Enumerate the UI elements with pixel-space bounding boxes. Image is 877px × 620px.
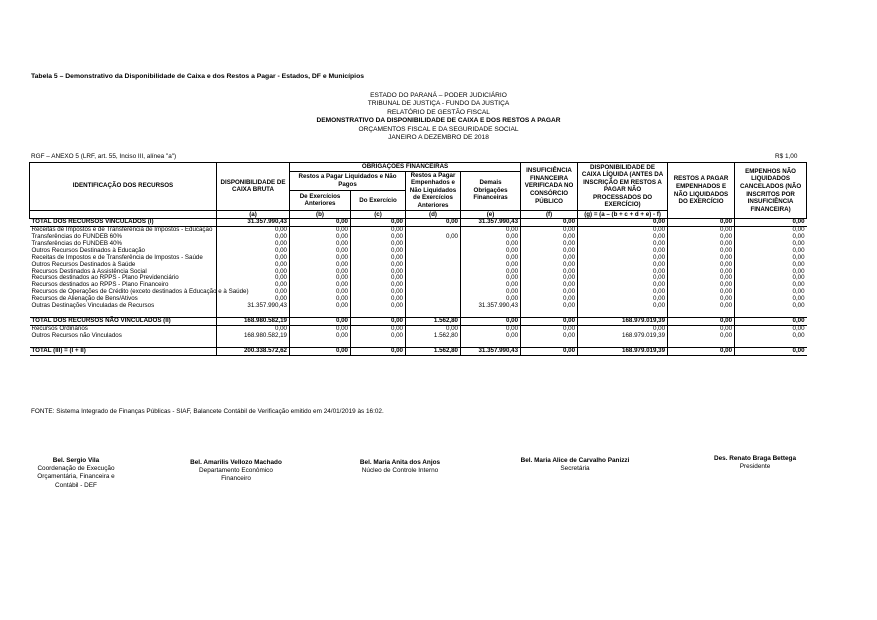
- cell-value: 168.979.019,39: [578, 317, 668, 325]
- row-label: Outras Destinações Vinculadas de Recursos: [31, 302, 155, 310]
- cell-value: 0,00: [668, 269, 735, 276]
- signature-block: [340, 459, 460, 475]
- cell-value: 0,00: [668, 234, 735, 241]
- cell-value: 0,00: [735, 234, 807, 241]
- cell-value: 0,00: [351, 234, 406, 241]
- cell-value: 0,00: [521, 262, 578, 269]
- cell-value: 0,00: [521, 219, 578, 227]
- cell-value: 0,00: [217, 269, 290, 276]
- cell-value: 0,00: [735, 317, 807, 325]
- cell-value: 0,00: [290, 255, 351, 262]
- cell-value: 0,00: [461, 234, 521, 241]
- signature-role: Financeiro: [221, 475, 251, 483]
- row-label: TOTAL (III) = (I + II): [30, 347, 217, 355]
- cell-value: 0,00: [290, 241, 351, 248]
- row-label: Recursos de Operações de Crédito (exceto destinados à Educação e à Saúde): [31, 288, 249, 296]
- signature-role: Orçamentária, Financeira e: [37, 473, 115, 481]
- cell-value: 0,00: [521, 333, 578, 340]
- cell-value: [406, 241, 461, 248]
- cell-value: 0,00: [578, 296, 668, 303]
- cell-value: 0,00: [668, 282, 735, 289]
- cell-value: 0,00: [735, 248, 807, 255]
- header-line: ORÇAMENTOS FISCAL E DA SEGURIDADE SOCIAL: [358, 125, 519, 133]
- cell-value: [406, 289, 461, 296]
- signature-name: Des. Renato Braga Bettega: [713, 455, 797, 462]
- cell-value: 0,00: [290, 282, 351, 289]
- cell-value: 0,00: [578, 303, 668, 310]
- col-disponibilidade-liquida: DISPONIBILIDADE DE CAIXA LÍQUIDA (ANTES DA INSCRIÇÃO EM RESTOS A PAGAR NÃO PROCESSADOS DO EXERCÍCIO): [578, 163, 668, 211]
- cell-value: 0,00: [461, 241, 521, 248]
- col-letter: (d): [406, 210, 461, 219]
- cell-value: 0,00: [217, 296, 290, 303]
- cell-value: 0,00: [578, 275, 668, 282]
- signature-name: Bel. Amarilis Vellozo Machado: [190, 459, 282, 466]
- cell-value: 0,00: [668, 325, 735, 332]
- source-note: FONTE: Sistema Integrado de Finanças Públicas - SIAF, Balancete Contábil de Verificação emitido em 24/01/2019 às 16:02.: [31, 408, 384, 415]
- cell-value: 0,00: [406, 234, 461, 241]
- cell-value: 0,00: [521, 317, 578, 325]
- report-header: [0, 92, 877, 142]
- col-letter: (g) = (a – (b + c + d + e) - f): [578, 210, 668, 219]
- cell-value: 0,00: [735, 289, 807, 296]
- cell-value: [406, 296, 461, 303]
- cell-value: 0,00: [521, 282, 578, 289]
- cell-value: 1.562,80: [406, 347, 461, 355]
- cell-value: 0,00: [217, 241, 290, 248]
- cell-value: 0,00: [735, 255, 807, 262]
- cell-value: 0,00: [351, 317, 406, 325]
- cell-value: 0,00: [521, 303, 578, 310]
- signature-role: Contábil - DEF: [55, 481, 97, 489]
- cell-value: 0,00: [735, 275, 807, 282]
- table-title: Tabela 5 – Demonstrativo da Disponibilidade de Caixa e dos Restos a Pagar - Estados, DF e Municípios: [31, 73, 365, 80]
- cell-value: [406, 269, 461, 276]
- cell-value: 0,00: [668, 241, 735, 248]
- cell-value: 0,00: [290, 333, 351, 340]
- row-label: Outros Recursos Destinados à Educação: [31, 246, 145, 254]
- cell-value: 0,00: [461, 275, 521, 282]
- cell-value: 0,00: [290, 289, 351, 296]
- cell-value: 0,00: [351, 347, 406, 355]
- signature-block: [695, 455, 815, 471]
- cell-value: 0,00: [217, 282, 290, 289]
- cell-value: 0,00: [735, 347, 807, 355]
- cell-value: 0,00: [290, 262, 351, 269]
- cell-value: 0,00: [351, 333, 406, 340]
- cell-value: 0,00: [668, 289, 735, 296]
- signature-block: [176, 459, 296, 484]
- cell-value: 0,00: [290, 317, 351, 325]
- cell-value: 0,00: [578, 325, 668, 332]
- table-row: [30, 255, 807, 262]
- signature-name: Bel. Sergio Vila: [52, 457, 100, 464]
- cell-value: 0,00: [461, 262, 521, 269]
- cell-value: 168.980.582,19: [217, 317, 290, 325]
- col-exercicios-anteriores: De Exercícios Anteriores: [290, 191, 351, 210]
- cell-value: [406, 262, 461, 269]
- col-disponibilidade: DISPONIBILIDADE DE CAIXA BRUTA: [217, 163, 290, 211]
- cell-value: 0,00: [578, 234, 668, 241]
- col-letter: (a): [217, 210, 290, 219]
- row-label: Recursos Ordinários: [31, 324, 88, 332]
- cell-value: 0,00: [351, 296, 406, 303]
- cell-value: 0,00: [461, 317, 521, 325]
- row-label: Receitas de Impostos e de Transferência de Impostos - Saúde: [31, 253, 203, 261]
- cell-value: 0,00: [735, 282, 807, 289]
- cell-value: 1.562,80: [406, 317, 461, 325]
- cell-value: 0,00: [578, 269, 668, 276]
- row-label: TOTAL DOS RECURSOS VINCULADOS (I): [30, 219, 217, 227]
- cash-availability-table: [29, 162, 807, 356]
- cell-value: 0,00: [521, 289, 578, 296]
- cell-value: 0,00: [351, 325, 406, 332]
- cell-value: 0,00: [521, 234, 578, 241]
- signature-role: Coordenação de Execução: [37, 465, 115, 473]
- cell-value: 0,00: [668, 303, 735, 310]
- cell-value: 0,00: [578, 262, 668, 269]
- signature-name: Bel. Maria Alice de Carvalho Panizzi: [520, 457, 630, 464]
- table-row: [30, 234, 807, 241]
- cell-value: 0,00: [290, 219, 351, 227]
- header-line: TRIBUNAL DE JUSTIÇA - FUNDO DA JUSTIÇA: [367, 100, 510, 108]
- cell-value: 0,00: [578, 227, 668, 234]
- cell-value: 0,00: [461, 248, 521, 255]
- cell-value: 0,00: [578, 255, 668, 262]
- cell-value: 0,00: [521, 296, 578, 303]
- cell-value: 0,00: [461, 227, 521, 234]
- cell-value: 0,00: [351, 303, 406, 310]
- cell-value: 0,00: [735, 303, 807, 310]
- cell-value: 0,00: [735, 269, 807, 276]
- cell-value: 0,00: [461, 282, 521, 289]
- signature-role: Presidente: [739, 463, 771, 471]
- cell-value: 0,00: [217, 275, 290, 282]
- cell-value: 0,00: [351, 282, 406, 289]
- cell-value: 0,00: [351, 275, 406, 282]
- cell-value: 0,00: [578, 248, 668, 255]
- cell-value: 0,00: [461, 325, 521, 332]
- cell-value: 0,00: [578, 241, 668, 248]
- cell-value: 0,00: [351, 227, 406, 234]
- cell-value: 0,00: [290, 325, 351, 332]
- cell-value: 0,00: [521, 227, 578, 234]
- cell-value: 0,00: [351, 241, 406, 248]
- cell-value: 0,00: [521, 255, 578, 262]
- cell-value: 0,00: [668, 333, 735, 340]
- spacer-row: [30, 340, 807, 348]
- header-line: RELATÓRIO DE GESTÃO FISCAL: [387, 108, 490, 116]
- row-label: TOTAL DOS RECURSOS NÃO VINCULADOS (II): [30, 317, 217, 325]
- cell-value: 0,00: [217, 234, 290, 241]
- cell-value: 0,00: [290, 347, 351, 355]
- cell-value: 0,00: [217, 289, 290, 296]
- col-restos-empenhados: Restos a Pagar Empenhados e Não Liquidados de Exercícios Anteriores: [406, 171, 461, 210]
- col-letter: (c): [351, 210, 406, 219]
- row-label: Recursos de Alienação de Bens/Ativos: [31, 295, 138, 303]
- cell-value: 0,00: [290, 248, 351, 255]
- cell-value: 0,00: [290, 303, 351, 310]
- col-insuficiencia: INSUFICIÊNCIA FINANCEIRA VERIFICADA NO CONSÓRCIO PÚBLICO: [521, 163, 578, 211]
- cell-value: 0,00: [521, 347, 578, 355]
- cell-value: 0,00: [217, 262, 290, 269]
- cell-value: 0,00: [735, 227, 807, 234]
- cell-value: [406, 275, 461, 282]
- cell-value: 0,00: [521, 325, 578, 332]
- table-row: [30, 227, 807, 234]
- cell-value: 0,00: [351, 219, 406, 227]
- cell-value: 0,00: [578, 282, 668, 289]
- cell-value: 0,00: [461, 296, 521, 303]
- cell-value: 0,00: [735, 325, 807, 332]
- cell-value: 0,00: [217, 248, 290, 255]
- row-label: Receitas de Impostos e de Transferência de Impostos - Educação: [31, 226, 213, 234]
- cell-value: 0,00: [668, 227, 735, 234]
- cell-value: 200.338.572,62: [217, 347, 290, 355]
- cell-value: 0,00: [668, 255, 735, 262]
- cell-value: 31.357.990,43: [461, 303, 521, 310]
- table-row: [30, 333, 807, 340]
- currency-label: R$ 1,00: [775, 153, 798, 160]
- cell-value: 0,00: [521, 269, 578, 276]
- row-label: Recursos Destinados à Assistência Social: [31, 267, 147, 275]
- cell-value: 0,00: [461, 255, 521, 262]
- col-do-exercicio: Do Exercício: [351, 191, 406, 210]
- cell-value: 0,00: [406, 325, 461, 332]
- row-label: Transferências do FUNDEB 60%: [31, 232, 123, 240]
- cell-value: 0,00: [735, 241, 807, 248]
- cell-value: 31.357.990,43: [461, 347, 521, 355]
- row-label: Outros Recursos Destinados à Saúde: [31, 260, 136, 268]
- cell-value: 0,00: [290, 275, 351, 282]
- signature-block: [36, 457, 116, 490]
- cell-value: 31.357.990,43: [217, 303, 290, 310]
- cell-value: 0,00: [290, 269, 351, 276]
- col-obrigacoes: OBRIGAÇÕES FINANCEIRAS: [290, 163, 521, 172]
- cell-value: 0,00: [668, 317, 735, 325]
- signature-role: Departamento Econômico: [199, 467, 273, 475]
- cell-value: 0,00: [668, 219, 735, 227]
- cell-value: 0,00: [735, 333, 807, 340]
- cell-value: 0,00: [290, 296, 351, 303]
- table-row: [30, 289, 807, 296]
- cell-value: 0,00: [521, 248, 578, 255]
- row-label: Transferências do FUNDEB 40%: [31, 239, 123, 247]
- cell-value: 0,00: [521, 275, 578, 282]
- cell-value: 0,00: [351, 248, 406, 255]
- grand-total-row: [30, 347, 807, 355]
- signature-block: [505, 457, 645, 473]
- cell-value: 0,00: [461, 269, 521, 276]
- cell-value: 0,00: [461, 333, 521, 340]
- col-empenhos-cancelados: EMPENHOS NÃO LIQUIDADOS CANCELADOS (NÃO INSCRITOS POR INSUFICIÊNCIA FINANCEIRA): [735, 163, 807, 219]
- cell-value: 0,00: [290, 227, 351, 234]
- cell-value: 0,00: [578, 219, 668, 227]
- total-row: [30, 317, 807, 325]
- cell-value: 31.357.990,43: [461, 219, 521, 227]
- cell-value: 168.979.019,39: [578, 347, 668, 355]
- col-letter: (b): [290, 210, 351, 219]
- cell-value: 0,00: [217, 255, 290, 262]
- cell-value: 0,00: [217, 325, 290, 332]
- col-identificacao: IDENTIFICAÇÃO DOS RECURSOS: [30, 163, 217, 211]
- cell-value: 0,00: [578, 289, 668, 296]
- cell-value: 0,00: [735, 262, 807, 269]
- cell-value: 0,00: [521, 241, 578, 248]
- signature-role: Núcleo de Controle Interno: [361, 467, 439, 475]
- cell-value: 0,00: [351, 269, 406, 276]
- cell-value: 0,00: [668, 296, 735, 303]
- header-line: ESTADO DO PARANÁ – PODER JUDICIÁRIO: [370, 92, 507, 99]
- rgf-label: RGF – ANEXO 5 (LRF, art. 55, Inciso III, alínea "a"): [31, 153, 177, 160]
- cell-value: [406, 255, 461, 262]
- cell-value: 168.979.019,39: [578, 333, 668, 340]
- header-line: JANEIRO A DEZEMBRO DE 2018: [388, 134, 489, 142]
- cell-value: [406, 248, 461, 255]
- cell-value: 0,00: [668, 262, 735, 269]
- cell-value: 0,00: [351, 255, 406, 262]
- cell-value: [406, 282, 461, 289]
- cell-value: 168.980.582,19: [217, 333, 290, 340]
- cell-value: 0,00: [668, 275, 735, 282]
- table-row: [30, 241, 807, 248]
- col-restos-liquidados: Restos a Pagar Liquidados e Não Pagos: [290, 171, 406, 190]
- cell-value: 0,00: [351, 289, 406, 296]
- row-label: Outros Recursos não Vinculados: [31, 331, 122, 339]
- cell-value: 0,00: [735, 219, 807, 227]
- col-restos-exercicio: RESTOS A PAGAR EMPENHADOS E NÃO LIQUIDADOS DO EXERCÍCIO: [668, 163, 735, 219]
- cell-value: 0,00: [668, 248, 735, 255]
- cell-value: 0,00: [668, 347, 735, 355]
- row-label: Recursos destinados ao RPPS - Plano Previdenciário: [31, 274, 179, 282]
- header-line: DEMONSTRATIVO DA DISPONIBILIDADE DE CAIXA E DOS RESTOS A PAGAR: [316, 117, 561, 125]
- col-demais: Demais Obrigações Financeiras: [461, 171, 521, 210]
- signature-name: Bel. Maria Anita dos Anjos: [359, 459, 441, 466]
- cell-value: 0,00: [290, 234, 351, 241]
- cell-value: 0,00: [217, 227, 290, 234]
- table-row: [30, 325, 807, 332]
- col-letter: (e): [461, 210, 521, 219]
- cell-value: 0,00: [406, 219, 461, 227]
- cell-value: [406, 303, 461, 310]
- cell-value: 0,00: [351, 262, 406, 269]
- col-letter: (f): [521, 210, 578, 219]
- signature-role: Secretária: [560, 465, 590, 473]
- cell-value: 31.357.990,43: [217, 219, 290, 227]
- cell-value: 1.562,80: [406, 333, 461, 340]
- table-row: [30, 303, 807, 310]
- cell-value: 0,00: [735, 296, 807, 303]
- row-label: Recursos destinados ao RPPS - Plano Financeiro: [31, 281, 169, 289]
- cell-value: 0,00: [461, 289, 521, 296]
